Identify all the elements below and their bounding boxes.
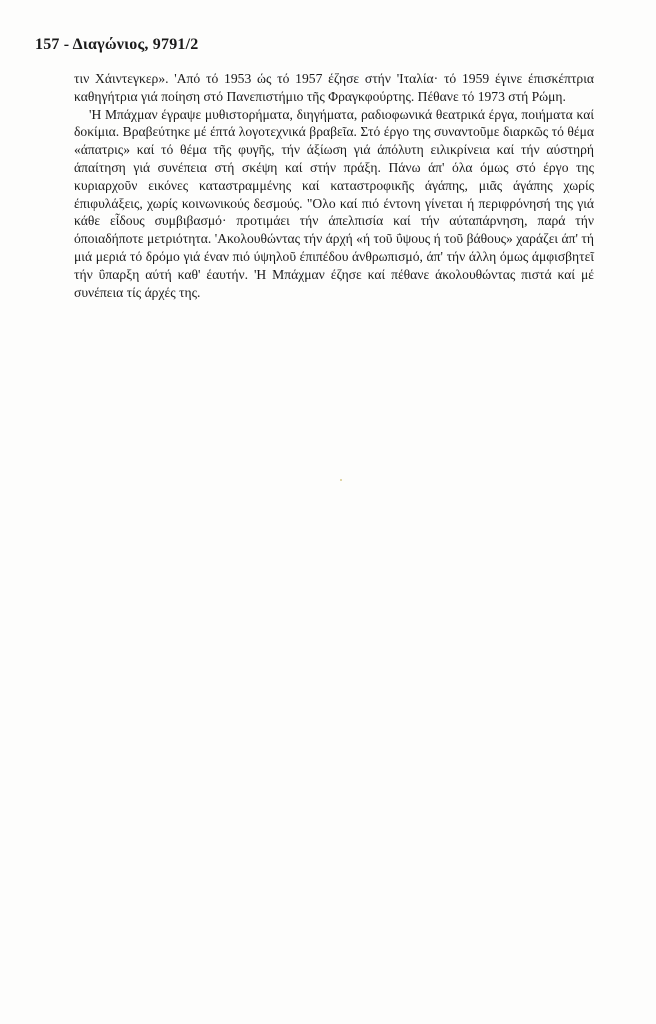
page-header: 157 - Διαγώνιος, 9791/2 bbox=[35, 36, 199, 53]
body-text bbox=[74, 70, 594, 301]
paragraph: τιν Χάιντεγκερ». 'Από τό 1953 ώς τό 1957 έζησε στήν 'Ιταλία· τό 1959 έγινε έπισκέπτρια καθηγήτρια γιά ποίηση στό Πανεπιστήμιο τῆς Φραγκφούρτης. Πέθανε τό 1973 στή Ρώμη. bbox=[74, 71, 594, 104]
paper-speck bbox=[340, 479, 342, 481]
paragraph: 'Η Μπάχμαν έγραψε μυθιστορήματα, διηγήματα, ραδιοφωνικά θεατρικά έργα, ποιήματα καί δοκίμια. Βραβεύτηκε μέ έπτά λογοτεχνικά βραβεῖα. Στό έργο της συναντοῦμε διαρκῶς τό θέμα «άπατρις» καί τό θέμα τῆς φυγῆς, τήν άξίωση γιά άπόλυτη ειλικρίνεια καί τήν αύστηρή άπαίτηση γιά συνέπεια στή σκέψη καί στήν πράξη. Πάνω άπ' όλα όμως στό έργο της κυριαρχοῦν εικόνες καταστραμμένης καί καταστροφικῆς άγάπης, μιᾶς άγάπης χωρίς έπιφυλάξεις, χωρίς κοινωνικούς δεσμούς. "Ολο καί πιό έντονη γίνεται ή περιφρόνησή της γιά κάθε εἶδους συμβιβασμό· προτιμάει τήν άπελπισία καί τήν αύταπάρνηση, παρά τήν όποιαδήποτε μετριότητα. 'Ακολουθώντας τήν άρχή «ή τοῦ ΰψους ή τοῦ βάθους» χαράζει άπ' τή μιά μεριά τό δρόμο γιά έναν πιό ύψηλοῦ έπιπέδου άνθρωπισμό, άπ' τήν άλλη όμως άμφισβητεῖ τήν ΰπαρξη αύτή καθ' έαυτήν. 'Η Μπάχμαν έζησε καί πέθανε άκολουθώντας πιστά καί μέ συνέπεια τίς άρχές της. bbox=[74, 106, 594, 300]
